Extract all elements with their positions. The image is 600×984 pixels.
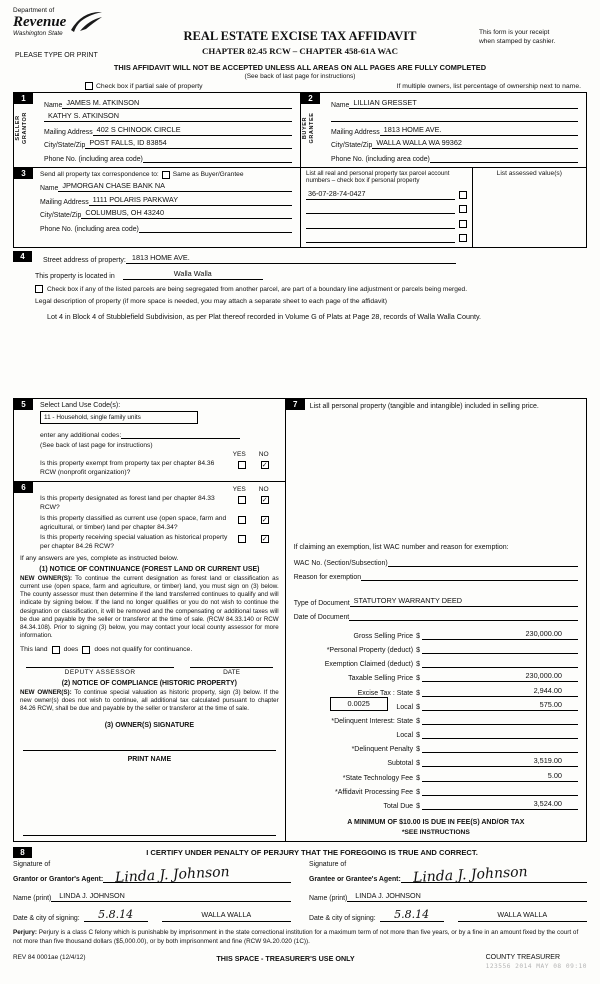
segregated-checkbox[interactable] <box>35 285 43 293</box>
exempt-question: Is this property exempt from property tax per chapter 84.36 RCW (nonprofit organization)? <box>40 460 215 476</box>
affidavit-processing-fee-row: *Affidavit Processing Fee $ <box>294 782 578 796</box>
grantee-date-city-row: Date & city of signing: 5.8.14 WALLA WALLA <box>309 908 587 922</box>
completion-warning: THIS AFFIDAVIT WILL NOT BE ACCEPTED UNLESS ALL AREAS ON ALL PAGES ARE FULLY COMPLETED <box>113 63 487 72</box>
seller-phone-label: Phone No. (including area code) <box>44 155 143 163</box>
grantor-signature-line[interactable] <box>103 864 291 886</box>
grantee-signature-script: Linda J. Johnson <box>412 864 528 886</box>
seller-name-field[interactable]: JAMES M. ATKINSON <box>62 97 292 109</box>
located-in-field[interactable]: Walla Walla <box>123 268 263 280</box>
partial-sale-checkbox[interactable] <box>85 82 93 90</box>
notice-continuance-title: (1) NOTICE OF CONTINUANCE (FOREST LAND OR CURRENT USE) <box>39 565 260 573</box>
buyer-csz-row <box>331 137 578 149</box>
parcel-numbers-header: List all real and personal property tax parcel account numbers – check box if personal property <box>306 169 450 185</box>
bottom-row <box>13 954 587 970</box>
street-address-field[interactable]: 1813 HOME AVE. <box>126 252 456 264</box>
buyer-name-row <box>331 97 578 109</box>
grantor-city-field[interactable]: WALLA WALLA <box>162 909 291 922</box>
seller-address-label: Mailing Address <box>44 128 93 136</box>
multiple-owners-note: If multiple owners, list percentage of ownership next to name. <box>396 82 581 90</box>
notice-continuance-text: NEW OWNER(S): To continue the current designation as forest land or classification as current use (open space, farm and agriculture, or timber) land, you must sign on (3) below. The county assessor must then determine if the land transferred continues to qualify and will indicate by signing below. If the land no longer qualifies or you do not wish to continue the designation or classification, it will be removed and the compensating or additional taxes will be due and payable by the seller or transferor at the time of sale. (RCW 84.33.140 or RCW 84.34.108). Prior to signing (3) below, you may contact your local county assessor for more information. <box>20 574 279 640</box>
section-5-badge: 5 <box>14 399 33 410</box>
land-use-section <box>14 399 285 482</box>
personal-property-label: List all personal property (tangible and intangible) included in selling price. <box>309 403 539 410</box>
legal-description-label: Legal description of property (if more space is needed, you may attach a separate sheet to each page of the affidavit) <box>35 298 388 305</box>
taxable-selling-price-row: Taxable Selling Price $ 230,000.00 <box>294 668 578 682</box>
exempt-question-row <box>40 460 279 477</box>
see-back-instructions: (See back of last page for instructions) <box>40 442 153 449</box>
personal-property-deduct-row: *Personal Property (deduct) $ <box>294 640 578 654</box>
buyer-name2-field[interactable] <box>331 110 578 122</box>
seller-name2-row <box>44 110 292 122</box>
section-2-badge: 2 <box>301 93 320 104</box>
treasurer-space-label: THIS SPACE - TREASURER'S USE ONLY <box>216 954 355 964</box>
delinquent-penalty-row: *Delinquent Penalty $ <box>294 739 578 753</box>
notice-compliance-title: (2) NOTICE OF COMPLIANCE (HISTORIC PROPERTY) <box>61 679 237 687</box>
land-does-checkbox[interactable] <box>52 646 60 654</box>
left-column <box>14 399 286 841</box>
seller-phone-field[interactable] <box>143 151 292 163</box>
delinquent-interest-local-row: Local $ <box>294 725 578 739</box>
personal-property-checkbox-4[interactable] <box>459 234 467 242</box>
header <box>13 8 587 60</box>
send-correspondence-label: Send all property tax correspondence to: <box>40 171 159 178</box>
grantor-signature-block <box>13 861 291 922</box>
continuance-qualify-row: This land does does not qualify for continuance. <box>20 646 193 654</box>
dept-of-label: Department of <box>13 7 55 14</box>
certify-row <box>13 845 587 859</box>
middle-sections <box>13 398 587 842</box>
exemption-reason-field[interactable] <box>361 569 578 581</box>
certification-section <box>13 845 587 922</box>
form-title-block <box>135 29 465 56</box>
county-treasurer-label: COUNTY TREASURER <box>485 954 561 962</box>
grantor-date-city-row: Date & city of signing: 5.8.14 WALLA WALLA <box>13 908 291 922</box>
wac-number-field[interactable] <box>388 555 578 567</box>
exemption-claimed-row: Exemption Claimed (deduct) $ <box>294 654 578 668</box>
buyer-name2-row <box>331 110 578 122</box>
subtotal-field[interactable]: 3,519.00 <box>422 755 578 767</box>
parcel-number-field-2[interactable] <box>306 213 455 214</box>
print-name-line[interactable] <box>23 814 276 836</box>
same-as-buyer-checkbox[interactable] <box>162 171 170 179</box>
state-technology-fee-field[interactable]: 5.00 <box>422 770 578 782</box>
section-6-badge: 6 <box>14 482 33 493</box>
section-3-badge: 3 <box>14 168 33 179</box>
yes-no-header-6: YES NO <box>232 486 269 494</box>
parcel-number-field-3[interactable] <box>306 228 455 229</box>
if-yes-note: If any answers are yes, complete as instructed below. <box>20 554 179 562</box>
buyer-phone-field[interactable] <box>430 151 578 163</box>
buyer-address-row <box>331 124 578 136</box>
street-address-label: Street address of property: <box>43 257 126 264</box>
grantor-agent-label: Grantor or Grantor's Agent: <box>13 876 104 883</box>
tax-computation-table <box>294 626 578 810</box>
continuance-section <box>14 482 285 841</box>
grantee-signature-of-label: Signature of <box>309 861 347 868</box>
seller-csz-field[interactable]: POST FALLS, ID 83854 <box>85 137 292 149</box>
grantee-signature-line[interactable] <box>401 864 587 886</box>
county-treasurer-block <box>486 954 587 970</box>
personal-property-checkbox-1[interactable] <box>459 191 467 199</box>
buyer-address-label: Mailing Address <box>331 128 380 136</box>
buyer-name-field[interactable]: LILLIAN GRESSET <box>349 97 578 109</box>
delinquent-interest-state-row: *Delinquent Interest: State $ <box>294 711 578 725</box>
grantee-name-print-row: Name (print) LINDA J. JOHNSON <box>309 890 587 902</box>
form-subtitle: CHAPTER 82.45 RCW – CHAPTER 458-61A WAC <box>202 46 398 56</box>
current-use-question-row <box>20 515 279 532</box>
document-date-row: Date of Document <box>294 609 578 621</box>
buyer-grantee-side-label: BUYER GRANTEE <box>302 112 315 144</box>
grantor-name-print-row: Name (print) LINDA J. JOHNSON <box>13 890 291 902</box>
land-use-label: Select Land Use Code(s): <box>40 402 121 409</box>
buyer-csz-label: City/State/Zip <box>331 142 373 149</box>
reason-row: Reason for exemption <box>294 569 578 581</box>
segregated-row <box>17 285 583 293</box>
grantor-name-print-field[interactable]: LINDA J. JOHNSON <box>51 890 291 902</box>
parties-section <box>13 92 587 168</box>
deputy-date-line[interactable]: DATE <box>190 667 272 676</box>
personal-property-checkbox-3[interactable] <box>459 220 467 228</box>
forest-yes-checkbox[interactable] <box>238 496 246 504</box>
same-as-buyer-label: Same as Buyer/Grantee <box>172 171 244 178</box>
local-tax-row: 0.0025 Local $ 575.00 <box>294 697 578 711</box>
local-tax-field[interactable]: 575.00 <box>422 699 578 711</box>
buyer-section <box>300 93 586 167</box>
located-in-row <box>17 268 583 280</box>
correspondence-phone-row: Phone No. (including area code) <box>40 221 292 233</box>
assessed-values-column <box>472 168 586 248</box>
forest-land-question: Is this property designated as forest land per chapter 84.33 RCW? <box>40 495 215 512</box>
exemption-claimed-field[interactable] <box>422 656 578 668</box>
seller-name-label: Name <box>44 101 63 109</box>
receipt-note-line2: when stamped by cashier. <box>479 37 556 45</box>
historic-no-checkbox[interactable]: ✓ <box>261 536 268 544</box>
forest-no-checkbox[interactable]: ✓ <box>261 497 268 505</box>
assessed-values-header: List assessed value(s) <box>496 169 562 177</box>
section-8-badge: 8 <box>13 847 32 858</box>
minimum-fee-note: A MINIMUM OF $10.00 IS DUE IN FEE(S) AND/OR TAX <box>347 819 525 826</box>
land-use-code-box[interactable]: 11 - Household, single family units <box>40 411 198 424</box>
seller-name-row <box>44 97 292 109</box>
land-does-not-checkbox[interactable] <box>82 646 90 654</box>
exempt-no-checkbox[interactable]: ✓ <box>261 462 268 469</box>
delinquent-penalty-field[interactable] <box>422 741 578 753</box>
gross-selling-price-field[interactable]: 230,000.00 <box>422 628 578 640</box>
send-correspondence-row <box>40 171 292 179</box>
correspondence-name-field[interactable]: JPMORGAN CHASE BANK NA <box>58 180 292 192</box>
buyer-name-label: Name <box>331 101 350 109</box>
form-title: REAL ESTATE EXCISE TAX AFFIDAVIT <box>183 29 417 43</box>
delinquent-interest-local-field[interactable] <box>422 727 578 739</box>
correspondence-address-field[interactable]: 1111 POLARIS PARKWAY <box>89 194 292 206</box>
total-due-field[interactable]: 3,524.00 <box>422 798 578 810</box>
property-address-section <box>13 248 587 334</box>
parcel-row-4 <box>306 231 467 243</box>
grantee-city-field[interactable]: WALLA WALLA <box>458 909 587 922</box>
exempt-yes-checkbox[interactable] <box>238 461 246 469</box>
delinquent-interest-state-field[interactable] <box>422 713 578 725</box>
grantor-signature-of-label: Signature of <box>13 861 51 868</box>
seller-address-field[interactable]: 402 S CHINOOK CIRCLE <box>93 124 292 136</box>
additional-codes-row <box>40 427 240 439</box>
current-use-question: Is this property classified as current use (open space, farm and agricultural, or timber) land per chapter 84.34? <box>40 514 227 531</box>
buyer-address-field[interactable]: 1813 HOME AVE. <box>380 124 578 136</box>
perjury-notice: Perjury: Perjury is a class C felony which is punishable by imprisonment in the state correctional institution for a maximum term of not more than five years, or by a fine in an amount fixed by the court of not more than five thousand dollars ($5,000.00), or by both imprisonment and fine (RCW 9A.20.020 (1C)). <box>13 929 579 945</box>
grantee-name-print-field[interactable]: LINDA J. JOHNSON <box>347 890 587 902</box>
seller-grantor-side-label: SELLER GRANTOR <box>15 112 28 144</box>
parcel-row-3 <box>306 217 467 229</box>
selling-price-section <box>286 399 586 841</box>
seller-csz-label: City/State/Zip <box>44 142 86 149</box>
partial-sale-label: Check box if partial sale of property <box>96 82 203 90</box>
correspondence-csz-field[interactable]: COLUMBUS, OH 43240 <box>81 207 292 219</box>
excise-tax-state-field[interactable]: 2,944.00 <box>422 685 578 697</box>
current-use-no-checkbox[interactable]: ✓ <box>261 516 268 524</box>
wac-row: WAC No. (Section/Subsection) <box>294 555 578 567</box>
deputy-assessor-signature-line[interactable]: DEPUTY ASSESSOR <box>26 667 174 676</box>
receipt-note <box>479 8 587 60</box>
buyer-phone-row <box>331 151 578 163</box>
parcel-number-field-1[interactable]: 36-07-28-74-0427 <box>306 189 455 200</box>
tax-correspondence-section <box>13 168 587 249</box>
buyer-phone-label: Phone No. (including area code) <box>331 155 430 163</box>
owners-signature-title: (3) OWNER(S) SIGNATURE <box>104 722 194 730</box>
receipt-note-line1: This form is your receipt <box>479 29 550 36</box>
state-technology-fee-row: *State Technology Fee $ 5.00 <box>294 767 578 781</box>
washington-state-label: Washington State <box>13 29 63 37</box>
print-name-label: PRINT NAME <box>127 756 172 764</box>
subtotal-row: Subtotal $ 3,519.00 <box>294 753 578 767</box>
located-in-label: This property is located in <box>35 273 115 280</box>
legal-description-field[interactable]: Lot 4 in Block 4 of Stubblefield Subdivision, as per Plat thereof recorded in Volume G of Plats at Page 28, records of Walla Walla County. <box>47 312 482 321</box>
personal-property-checkbox-2[interactable] <box>459 205 467 213</box>
seller-section <box>14 93 300 167</box>
parcel-number-field-4[interactable] <box>306 242 455 243</box>
historic-yes-checkbox[interactable] <box>238 535 246 543</box>
street-address-row <box>17 252 583 264</box>
form-revision-number: REV 84 0001ae (12/4/12) <box>13 954 86 962</box>
seller-csz-row <box>44 137 292 149</box>
total-due-row: Total Due $ 3,524.00 <box>294 796 578 810</box>
document-date-field[interactable] <box>349 609 578 621</box>
see-instructions-note: *SEE INSTRUCTIONS <box>401 829 470 836</box>
certify-statement: I CERTIFY UNDER PENALTY OF PERJURY THAT THE FOREGOING IS TRUE AND CORRECT. <box>146 848 478 857</box>
seller-name2-field[interactable]: KATHY S. ATKINSON <box>44 110 292 122</box>
correspondence-address-row: Mailing Address 1111 POLARIS PARKWAY <box>40 194 292 206</box>
cashier-stamp: 123556 2014 MAY 08 09:10 <box>485 963 587 971</box>
local-rate-box[interactable]: 0.0025 <box>330 697 388 711</box>
document-type-row: Type of Document STATUTORY WARRANTY DEED <box>294 595 578 607</box>
additional-codes-field[interactable] <box>121 427 240 439</box>
owners-signature-line[interactable] <box>23 729 276 751</box>
grantor-date-field[interactable]: 5.8.14 <box>84 908 148 922</box>
correspondence-column <box>14 168 300 248</box>
section-1-badge: 1 <box>14 93 33 104</box>
document-type-field[interactable]: STATUTORY WARRANTY DEED <box>350 595 578 607</box>
taxable-selling-price-field[interactable]: 230,000.00 <box>422 670 578 682</box>
partial-sale-row <box>13 82 587 90</box>
parcel-row-1 <box>306 188 467 200</box>
seller-address-row <box>44 124 292 136</box>
affidavit-processing-fee-field[interactable] <box>422 784 578 796</box>
parcel-numbers-column <box>300 168 472 248</box>
grantor-signature-script: Linda J. Johnson <box>114 864 231 886</box>
notice-compliance-text: NEW OWNER(S): To continue special valuation as historic property, sign (3) below. If the new owner(s) does not wish to continue, all additional tax calculated pursuant to chapter 84.26 RCW, shall be due and payable by the seller or transferor at the time of sale. <box>20 688 279 713</box>
yes-no-header-5: YES NO <box>232 451 269 458</box>
gross-selling-price-row: Gross Selling Price $ 230,000.00 <box>294 626 578 640</box>
current-use-yes-checkbox[interactable] <box>238 516 246 524</box>
historic-question: Is this property receiving special valuation as historical property per chapter 84.26 RCW? <box>40 534 228 550</box>
additional-codes-label: enter any additional codes: <box>40 432 122 439</box>
seller-phone-row <box>44 151 292 163</box>
forest-land-question-row <box>20 495 279 512</box>
parcel-row-2 <box>306 202 467 214</box>
excise-tax-state-row: Excise Tax : State $ 2,944.00 <box>294 682 578 696</box>
dor-swoosh-icon <box>69 9 103 33</box>
exemption-claim-label: If claiming an exemption, list WAC number and reason for exemption: <box>293 543 509 551</box>
correspondence-name-row: Name JPMORGAN CHASE BANK NA <box>40 180 292 192</box>
grantee-agent-label: Grantee or Grantee's Agent: <box>309 876 401 883</box>
section-7-badge: 7 <box>286 399 305 410</box>
correspondence-phone-field[interactable] <box>139 221 292 233</box>
buyer-csz-field[interactable]: WALLA WALLA WA 99362 <box>372 137 578 149</box>
personal-property-deduct-field[interactable] <box>422 642 578 654</box>
segregated-label: Check box if any of the listed parcels are being segregated from another parcel, are part of a boundary line adjustment or parcels being merged. <box>47 285 468 293</box>
revenue-label: Revenue <box>13 13 67 30</box>
section-4-badge: 4 <box>13 251 32 262</box>
deputy-assessor-row <box>26 667 273 676</box>
correspondence-csz-row: City/State/Zip COLUMBUS, OH 43240 <box>40 207 292 219</box>
please-type-label: PLEASE TYPE OR PRINT <box>15 52 98 59</box>
see-back-note: (See back of last page for instructions) <box>244 73 356 80</box>
grantee-signature-block <box>309 861 587 922</box>
historic-question-row <box>20 534 279 551</box>
grantee-date-field[interactable]: 5.8.14 <box>380 908 444 922</box>
